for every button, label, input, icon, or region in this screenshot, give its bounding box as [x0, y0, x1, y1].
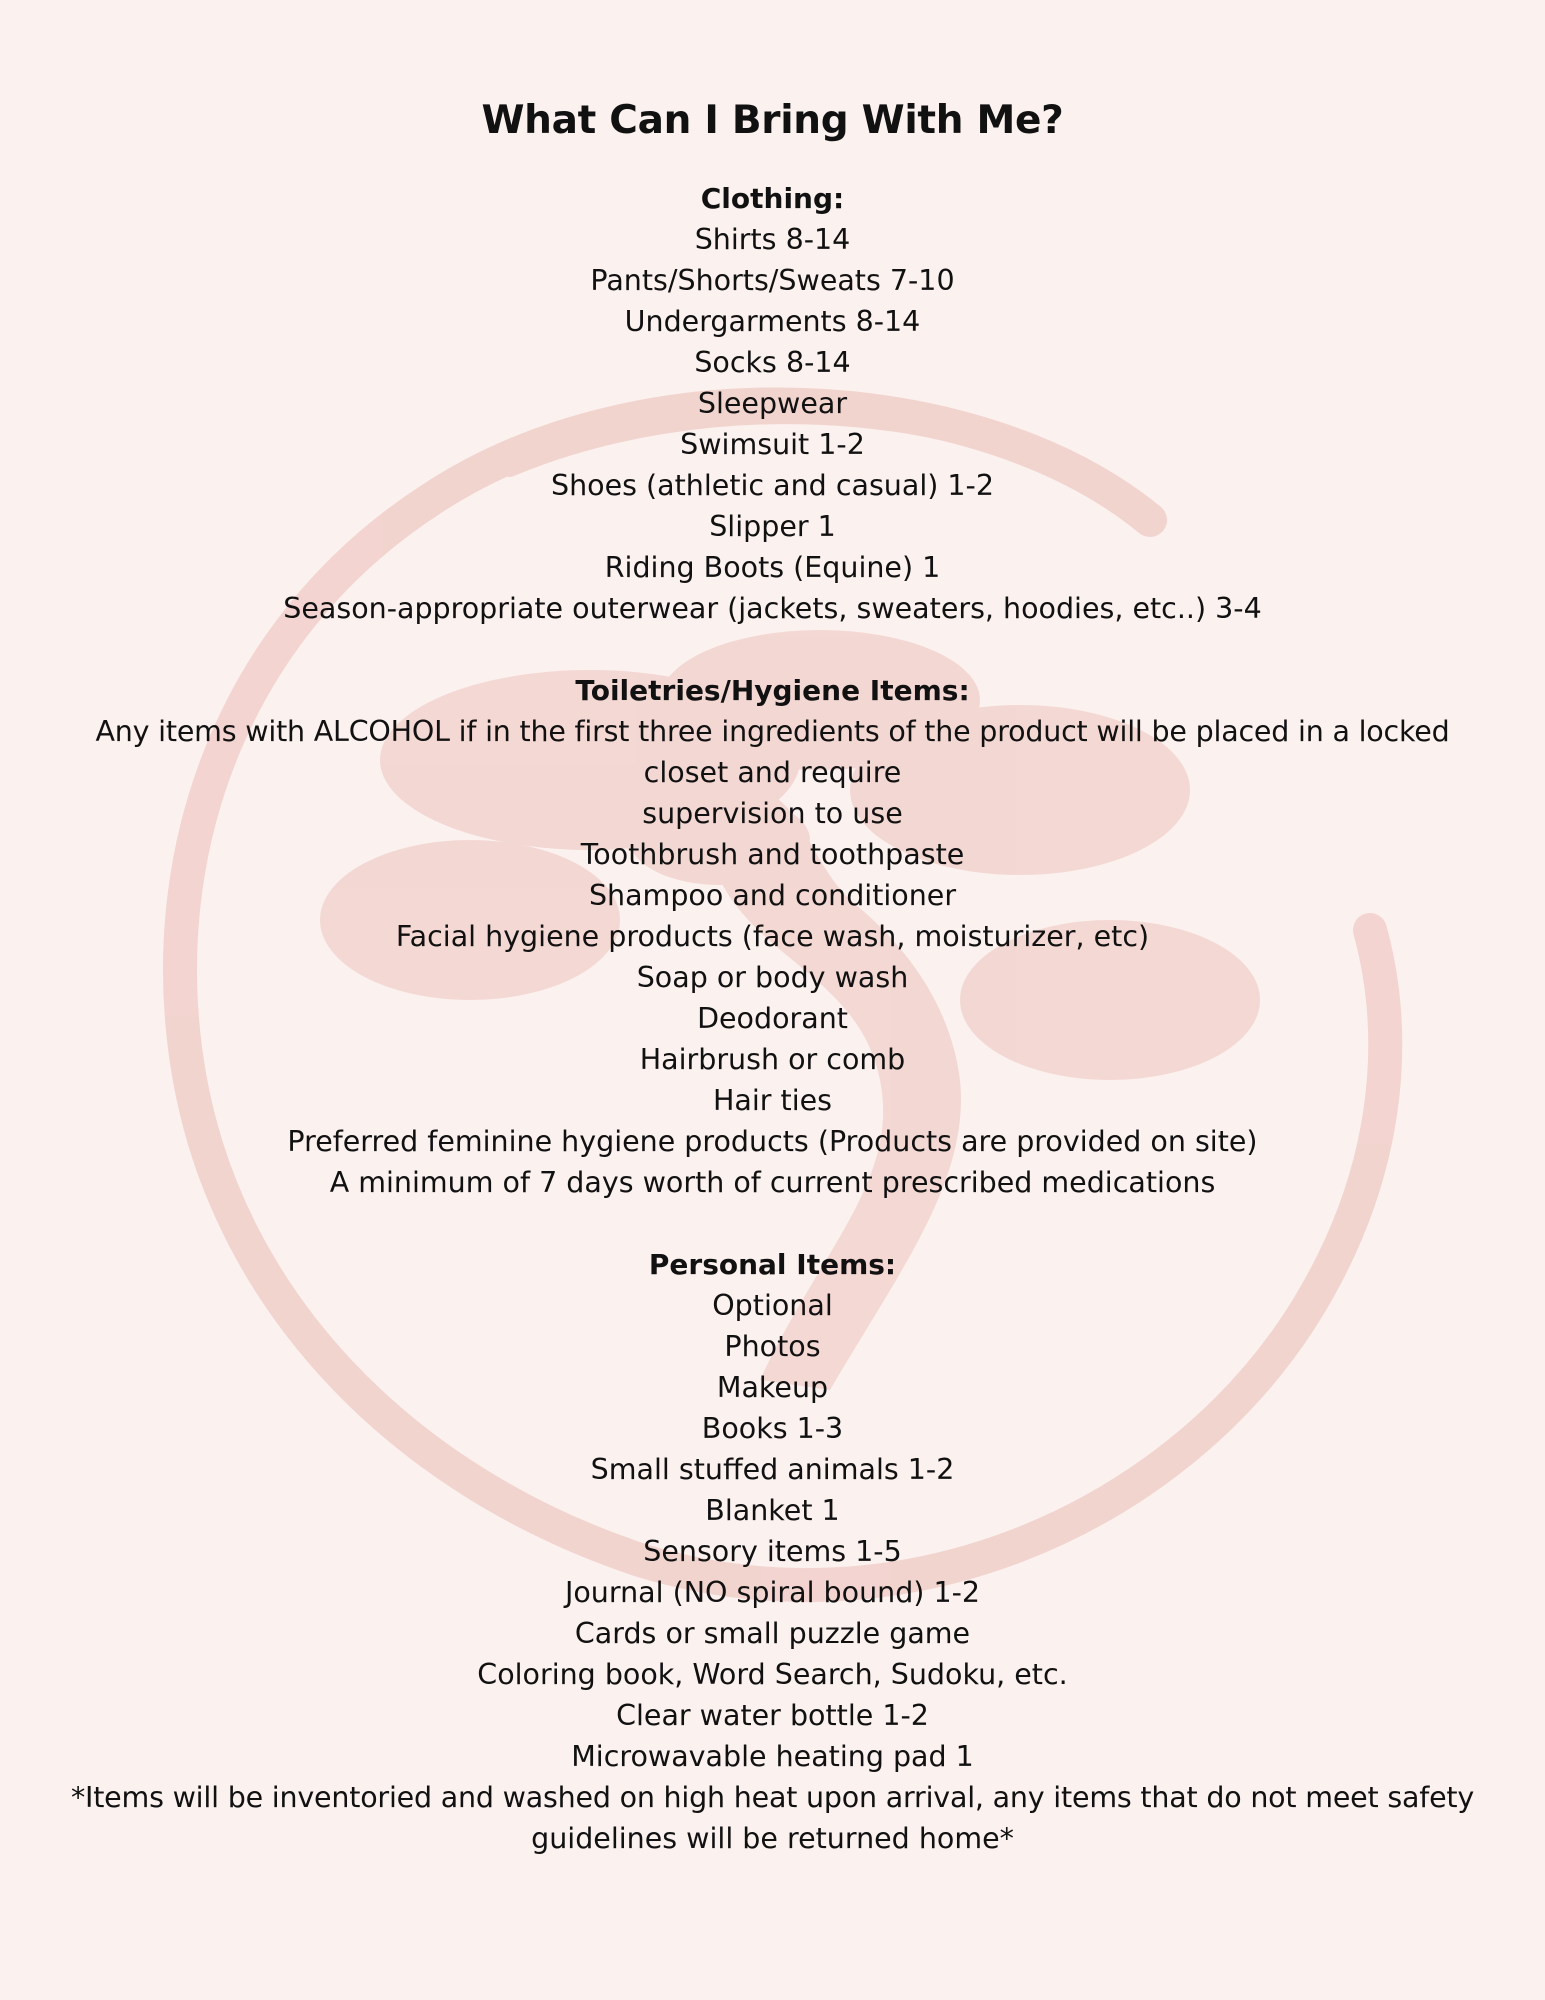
list-item: Socks 8-14: [694, 346, 851, 379]
list-item: Cards or small puzzle game: [574, 1617, 971, 1650]
list-item: Pants/Shorts/Sweats 7-10: [590, 264, 955, 297]
list-item: Optional: [712, 1289, 833, 1322]
section-clothing: [0, 178, 1545, 629]
list-item: Small stuffed animals 1-2: [590, 1453, 955, 1486]
list-item: A minimum of 7 days worth of current prescribed medications: [329, 1166, 1216, 1199]
section-personal-items: [0, 1244, 1545, 1859]
packing-list: [0, 88, 1545, 1859]
list-item: Books 1-3: [701, 1412, 844, 1445]
safety-note: *Items will be inventoried and washed on high heat upon arrival, any items that do not meet safety: [70, 1781, 1475, 1814]
section-toiletries: [0, 670, 1545, 1203]
list-item: Hair ties: [712, 1084, 833, 1117]
list-item: Journal (NO spiral bound) 1-2: [564, 1576, 981, 1609]
list-item: Shampoo and conditioner: [588, 879, 957, 912]
list-item: Any items with ALCOHOL if in the first three ingredients of the product will be placed in a locked: [95, 715, 1450, 748]
list-item: Undergarments 8-14: [624, 305, 921, 338]
section-heading-clothing: Clothing:: [700, 182, 845, 215]
list-item: Microwavable heating pad 1: [571, 1740, 974, 1773]
list-item: Hairbrush or comb: [639, 1043, 906, 1076]
list-item: closet and require: [643, 756, 902, 789]
list-item: Facial hygiene products (face wash, moisturizer, etc): [395, 920, 1150, 953]
list-item: Swimsuit 1-2: [680, 428, 865, 461]
list-item: Season-appropriate outerwear (jackets, sweaters, hoodies, etc..) 3-4: [283, 592, 1262, 625]
list-item: Blanket 1: [705, 1494, 840, 1527]
list-item: Photos: [724, 1330, 821, 1363]
list-item: Shirts 8-14: [694, 223, 851, 256]
list-item: Sensory items 1-5: [643, 1535, 902, 1568]
section-heading-toiletries: Toiletries/Hygiene Items:: [575, 674, 970, 707]
section-heading-personal-items: Personal Items:: [648, 1248, 897, 1281]
page-title: What Can I Bring With Me?: [481, 98, 1064, 143]
list-item: Shoes (athletic and casual) 1-2: [551, 469, 994, 502]
list-item: supervision to use: [642, 797, 903, 830]
list-item: Preferred feminine hygiene products (Products are provided on site): [287, 1125, 1258, 1158]
list-item: Riding Boots (Equine) 1: [604, 551, 941, 584]
list-item: Soap or body wash: [636, 961, 909, 994]
list-item: Slipper 1: [709, 510, 836, 543]
list-item: Coloring book, Word Search, Sudoku, etc.: [477, 1658, 1068, 1691]
list-item: Clear water bottle 1-2: [616, 1699, 929, 1732]
list-item: Sleepwear: [697, 387, 848, 420]
safety-note-continued: guidelines will be returned home*: [531, 1822, 1014, 1855]
list-item: Makeup: [716, 1371, 829, 1404]
list-item: Toothbrush and toothpaste: [580, 838, 965, 871]
list-item: Deodorant: [697, 1002, 848, 1035]
